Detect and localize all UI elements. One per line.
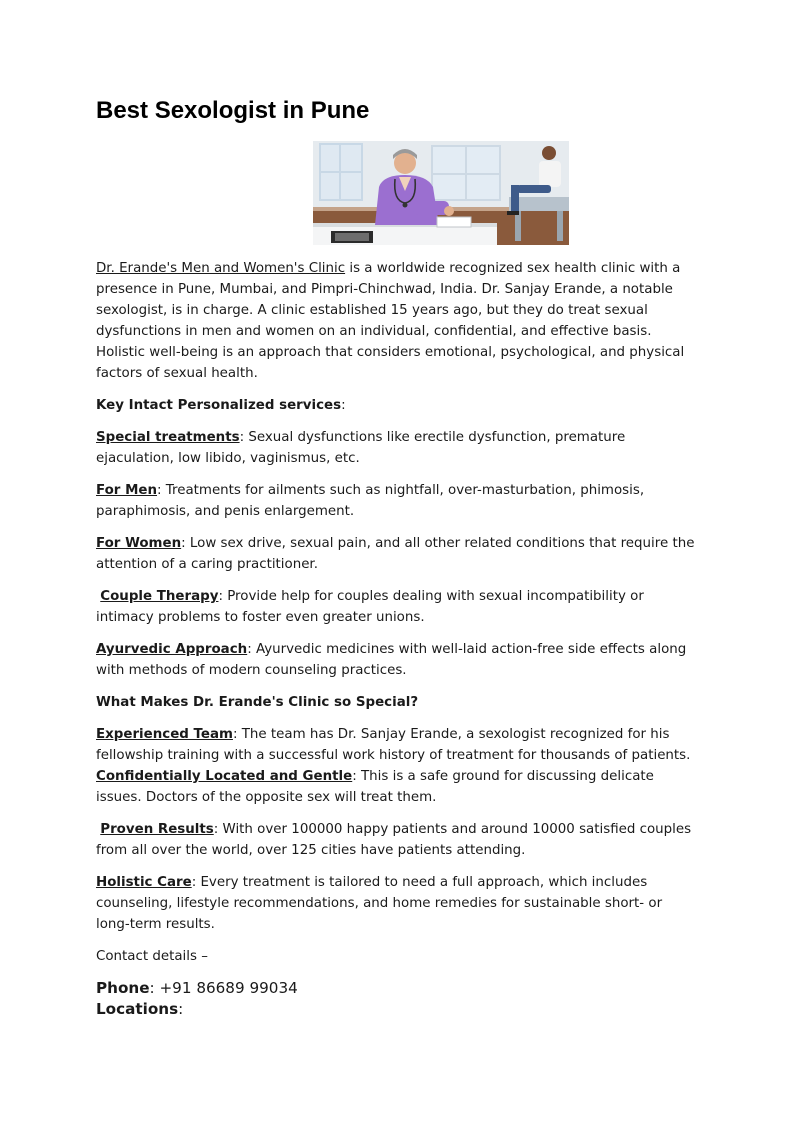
- doctor-consultation-photo: [313, 141, 569, 245]
- service-term: For Women: [96, 536, 182, 551]
- special-item: [96, 819, 698, 861]
- special-item: [96, 872, 698, 935]
- phone-label: Phone: [96, 979, 150, 997]
- special-term: Confidentially Located and Gentle: [96, 769, 353, 784]
- special-term: Proven Results: [100, 822, 214, 837]
- intro-paragraph: [96, 258, 698, 384]
- clinic-link[interactable]: Dr. Erande's Men and Women's Clinic: [96, 261, 346, 276]
- service-desc: : Treatments for ailments such as nightfall, over-masturbation, phimosis, paraphimosis, and penis enlargement.: [96, 483, 645, 519]
- special-desc: : This is a safe ground for discussing delicate issues. Doctors of the opposite sex will treat them.: [96, 769, 654, 805]
- page-title: Best Sexologist in Pune: [96, 97, 370, 124]
- special-desc: : The team has Dr. Sanjay Erande, a sexologist recognized for his fellowship training with a successful work history of treatment for thousands of patients.: [96, 727, 691, 763]
- service-item: [96, 533, 698, 575]
- services-heading: Key Intact Personalized services: [96, 398, 342, 413]
- service-item: [96, 586, 698, 628]
- service-desc: : Low sex drive, sexual pain, and all other related conditions that require the attention of a caring practitioner.: [96, 536, 695, 572]
- service-desc: : Ayurvedic medicines with well-laid action-free side effects along with methods of modern counseling practices.: [96, 642, 687, 678]
- service-term: Special treatments: [96, 430, 240, 445]
- contact-heading: Contact details –: [96, 949, 208, 964]
- special-item: [96, 724, 698, 766]
- locations-colon: :: [178, 1000, 184, 1018]
- service-term: For Men: [96, 483, 158, 498]
- phone-line: [96, 978, 698, 999]
- service-item: [96, 427, 698, 469]
- service-term: Ayurvedic Approach: [96, 642, 248, 657]
- services-heading-colon: :: [341, 398, 346, 413]
- special-item: [96, 766, 698, 808]
- body-text: [96, 258, 698, 1020]
- services-heading-paragraph: [96, 395, 698, 416]
- locations-label: Locations: [96, 1000, 179, 1018]
- special-term: Holistic Care: [96, 875, 192, 890]
- service-item: [96, 480, 698, 522]
- special-desc: : Every treatment is tailored to need a full approach, which includes counseling, lifestyle recommendations, and home remedies for sustainable short- or long-term results.: [96, 875, 663, 932]
- intro-text: is a worldwide recognized sex health clinic with a presence in Pune, Mumbai, and Pimpri-Chinchwad, India. Dr. Sanjay Erande, a notable sexologist, is in charge. A clinic established 15 years ago, but they do treat sexual dysfunctions in men and women on an individual, confidential, and effective basis. Holistic well-being is an approach that considers emotional, psychological, and physical factors of sexual health.: [96, 261, 685, 381]
- service-item: [96, 639, 698, 681]
- special-desc: : With over 100000 happy patients and around 10000 satisfied couples from all over the world, over 125 cities have patients attending.: [96, 822, 692, 858]
- special-heading: What Makes Dr. Erande's Clinic so Special?: [96, 695, 419, 710]
- phone-value: : +91 86689 99034: [149, 979, 298, 997]
- special-term: Experienced Team: [96, 727, 233, 742]
- service-desc: : Sexual dysfunctions like erectile dysfunction, premature ejaculation, low libido, vaginismus, etc.: [96, 430, 626, 466]
- locations-line: [96, 999, 698, 1020]
- service-term: Couple Therapy: [100, 589, 219, 604]
- service-desc: : Provide help for couples dealing with sexual incompatibility or intimacy problems to foster even greater unions.: [96, 589, 644, 625]
- special-heading-paragraph: [96, 692, 698, 713]
